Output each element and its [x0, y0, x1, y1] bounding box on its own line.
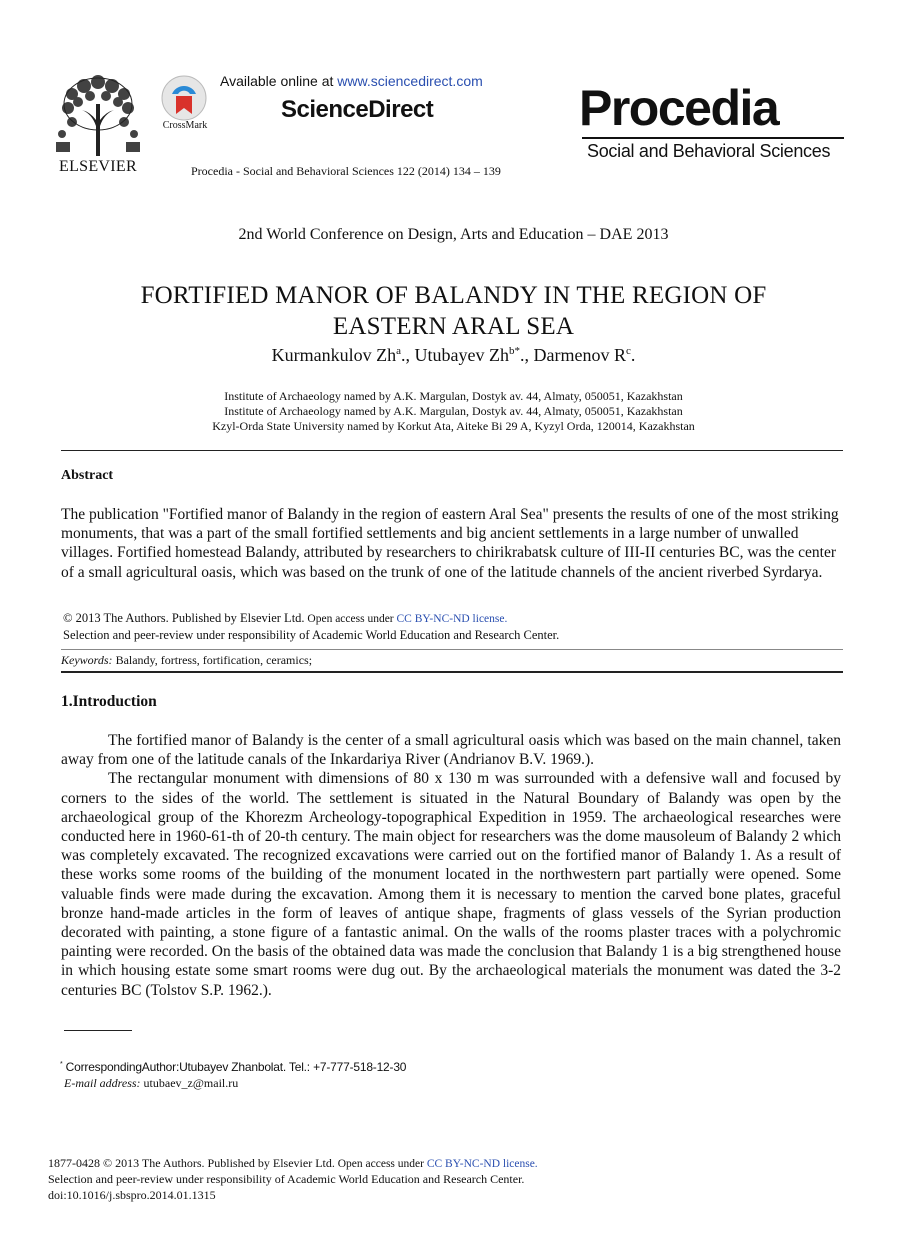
elsevier-tree-logo — [52, 74, 144, 156]
crossmark-icon[interactable] — [160, 74, 208, 122]
keywords-rule — [61, 649, 843, 650]
corresponding-author-text: CorrespondingAuthor:Utubayev Zhanbolat. Tel.: +7-777-518-12-30 — [65, 1060, 407, 1074]
keywords-line — [61, 653, 312, 668]
sciencedirect-logo[interactable]: ScienceDirect — [281, 96, 434, 123]
footer-license-link[interactable]: CC BY-NC-ND license. — [426, 1158, 538, 1170]
author-affiliation-mark: c — [625, 345, 631, 357]
paper-title-line-2: EASTERN ARAL SEA — [332, 313, 575, 340]
author-separator: ., — [401, 345, 415, 365]
author-list — [0, 345, 907, 366]
affiliation-a: Institute of Archaeology named by A.K. Margulan, Dostyk av. 44, Almaty, 050051, Kazakhstan — [224, 389, 683, 403]
introduction-heading: 1.Introduction — [61, 693, 157, 710]
author-affiliation-mark: a — [396, 345, 401, 357]
affiliation-b: Institute of Archaeology named by A.K. Margulan, Dostyk av. 44, Almaty, 050051, Kazakhstan — [224, 404, 683, 418]
paper-title-line-1: FORTIFIED MANOR OF BALANDY IN THE REGION OF — [140, 282, 767, 309]
copyright-line — [63, 611, 507, 626]
email-label: E-mail address: — [64, 1076, 141, 1090]
abstract-text: The publication "Fortified manor of Balandy in the region of eastern Aral Sea" presents the results of one of the most striking monuments, that was a part of the small fortified settlements and big ancient settlements in a large number of unwalled villages. Fortified homestead Balandy, attributed by researchers to chirikrabatsk culture of III-II centuries BC, was the center of a small agricultural oasis, which was based on the trunk of one of the latitude channels of the ancient riverbed Syrdarya. — [61, 506, 839, 581]
footnote-rule — [64, 1030, 132, 1031]
author-affiliation-mark: b* — [508, 345, 520, 357]
sciencedirect-url-link[interactable]: www.sciencedirect.com — [337, 73, 483, 89]
license-link[interactable]: CC BY-NC-ND license. — [396, 613, 508, 625]
keywords-bottom-rule — [61, 671, 843, 673]
abstract-heading: Abstract — [61, 468, 114, 483]
procedia-logo-subtitle: Social and Behavioral Sciences — [587, 141, 831, 161]
author-name: Darmenov R — [533, 345, 626, 365]
author-separator: . — [630, 345, 636, 365]
corresponding-author-footnote — [60, 1060, 406, 1074]
copyright-text: © 2013 The Authors. Published by Elsevier Ltd. — [63, 611, 305, 625]
keywords-value: Balandy, fortress, fortification, ceramics; — [112, 653, 313, 667]
author-name: Kurmankulov Zh — [271, 345, 397, 365]
email-footnote — [64, 1076, 238, 1091]
email-address[interactable]: utubaev_z@mail.ru — [140, 1076, 239, 1090]
affiliation-c: Kzyl-Orda State University named by Korkut Ata, Aiteke Bi 29 A, Kyzyl Orda, 120014, Kazakhstan — [212, 419, 695, 433]
author-name: Utubayev Zh — [414, 345, 509, 365]
introduction-body — [61, 731, 841, 1000]
intro-paragraph: The fortified manor of Balandy is the center of a small agricultural oasis which was based on the main channel, taken away from one of the latitude canals of the Inkardariya River (Andrianov B.V. 1969.). — [61, 732, 841, 769]
author-separator: ., — [519, 345, 534, 365]
footnote-mark: * — [60, 1061, 63, 1068]
intro-paragraph: The rectangular monument with dimensions of 80 x 130 m was surrounded with a defensive wall and focused by corners to the sides of the world. The settlement is situated in the Natural Boundary of Balandy was open by the archaeological group of the Khorezm Archeology-topographical Expedition in 1959. The archaeological researches were conducted here in 1960-61-th of 20-th century. The main object for researchers was the dome mausoleum of Balandy 2 which was completely excavated. The recognized excavations were carried out on the fortified manor of Balandy 1. As a result of these works some rooms of the building of the monument located in the northwestern part partially were opened. Some valuable finds were made during the excavation. Among them it is necessary to mention the carved bone plates, graceful bronze hand-made articles in the form of leaves of antique shape, fragments of glass vessels of the Syrian production decorated with painting, a stone figure of a fantastic animal. On the walls of the rooms plaster traces with a polychromic painting were recorded. On the basis of the obtained data was made the conclusion that Balandy 1 is a big strengthened house in which housing estate some smart rooms were dug out. By the archaeological materials the monument was dated the 3-2 centuries BC (Tolstov S.P. 1962.). — [61, 770, 841, 999]
footer-issn-copyright: 1877-0428 © 2013 The Authors. Published by Elsevier Ltd. — [48, 1156, 335, 1170]
footer-copyright — [48, 1156, 538, 1171]
available-online-prefix: Available online at — [220, 73, 338, 89]
open-access-prefix: Open access under — [304, 613, 397, 625]
peer-review-line: Selection and peer-review under responsibility of Academic World Education and Research Center. — [63, 628, 560, 642]
footer-doi[interactable]: doi:10.1016/j.sbspro.2014.01.1315 — [48, 1188, 216, 1202]
footer-open-access-prefix: Open access under — [334, 1158, 427, 1170]
paper-title — [60, 280, 847, 342]
conference-name: 2nd World Conference on Design, Arts and Education – DAE 2013 — [238, 226, 669, 243]
corresponding-mark: * — [514, 345, 520, 357]
crossmark-label: CrossMark — [162, 120, 208, 131]
procedia-logo-title: Procedia — [579, 80, 779, 136]
available-online-line — [220, 73, 483, 89]
procedia-logo-divider — [582, 137, 844, 139]
elsevier-wordmark: ELSEVIER — [59, 158, 137, 175]
footer-peer-review: Selection and peer-review under responsibility of Academic World Education and Research Center. — [48, 1172, 525, 1186]
journal-reference: Procedia - Social and Behavioral Sciences 122 (2014) 134 – 139 — [191, 164, 501, 178]
keywords-label: Keywords: — [61, 653, 113, 667]
abstract-top-rule — [61, 450, 843, 451]
